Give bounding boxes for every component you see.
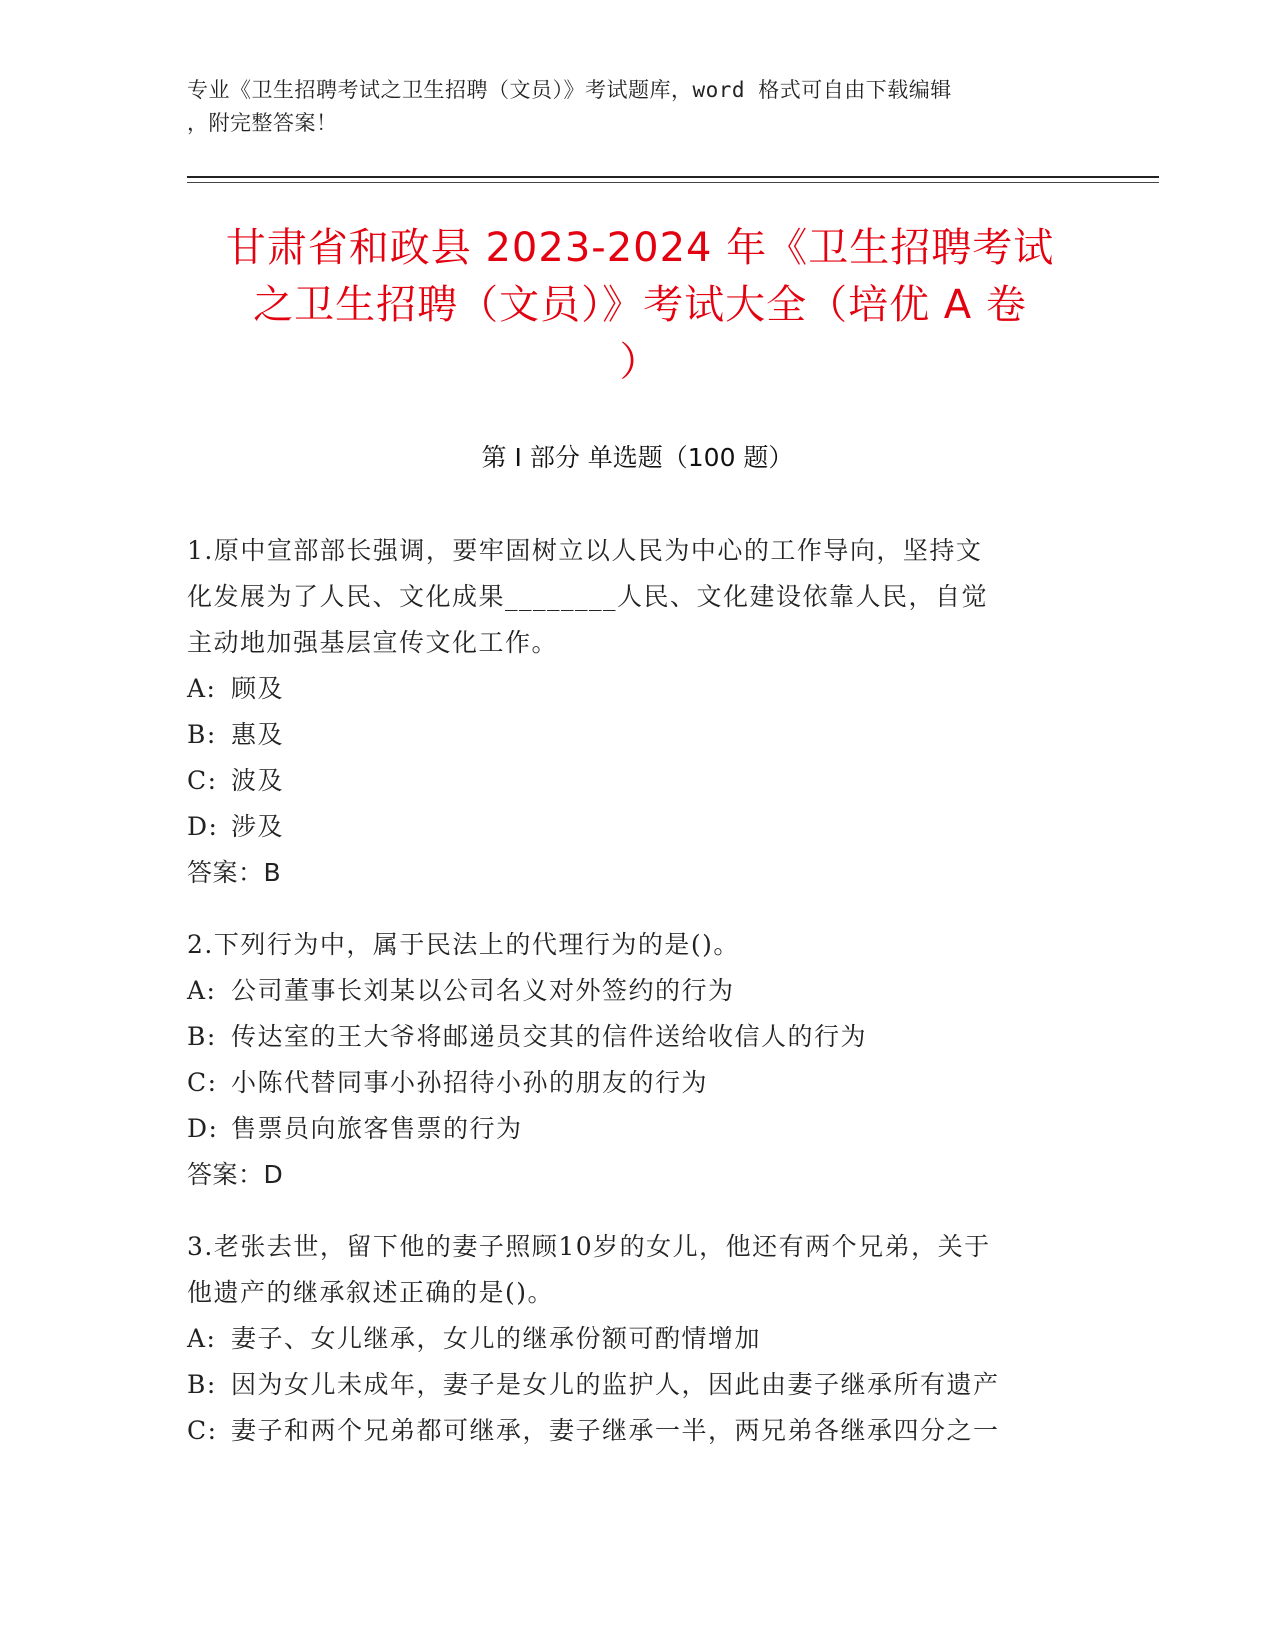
option-letter: C: <box>187 766 218 795</box>
question-stem <box>187 528 1077 666</box>
stem-line: 化发展为了人民、文化成果________人民、文化建设依靠人民，自觉 <box>187 582 989 611</box>
option-c <box>187 1408 1077 1454</box>
stem-line: 2.下列行为中，属于民法上的代理行为的是()。 <box>187 930 740 959</box>
option-text: 波及 <box>231 766 285 795</box>
option-text: 因为女儿未成年，妻子是女儿的监护人，因此由妻子继承所有遗产 <box>231 1370 1000 1399</box>
option-b <box>187 1362 1077 1408</box>
option-text: 顾及 <box>231 674 285 703</box>
option-d <box>187 804 1077 850</box>
stem-line: 1.原中宣部部长强调，要牢固树立以人民为中心的工作导向，坚持文 <box>187 536 983 565</box>
question-stem <box>187 1224 1077 1316</box>
option-letter: D: <box>187 812 219 841</box>
option-text: 小陈代替同事小孙招待小孙的朋友的行为 <box>231 1068 709 1097</box>
option-a <box>187 968 1077 1014</box>
option-letter: A: <box>187 1324 217 1353</box>
option-text: 惠及 <box>231 720 285 749</box>
title-line-3: ） <box>619 339 661 385</box>
question-1 <box>187 528 1077 896</box>
option-text: 传达室的王大爷将邮递员交其的信件送给收信人的行为 <box>231 1022 868 1051</box>
option-b <box>187 712 1077 758</box>
option-text: 妻子、女儿继承，女儿的继承份额可酌情增加 <box>231 1324 762 1353</box>
section-heading: 第 I 部分 单选题（100 题） <box>481 443 794 472</box>
question-2 <box>187 922 1077 1198</box>
option-letter: D: <box>187 1114 219 1143</box>
header-divider-thick <box>187 176 1159 178</box>
title-line-2: 之卫生招聘（文员）》考试大全（培优 A 卷 <box>253 282 1027 328</box>
intro-text <box>187 74 1067 140</box>
answer-line: 答案：B <box>187 858 282 887</box>
option-a <box>187 666 1077 712</box>
option-d <box>187 1106 1077 1152</box>
option-b <box>187 1014 1077 1060</box>
option-text: 涉及 <box>231 812 285 841</box>
option-c <box>187 1060 1077 1106</box>
title-line-1: 甘肃省和政县 2023-2024 年《卫生招聘考试 <box>225 225 1055 271</box>
option-letter: C: <box>187 1416 218 1445</box>
answer-line: 答案：D <box>187 1160 284 1189</box>
intro-line-2: ，附完整答案！ <box>187 111 338 135</box>
stem-line: 他遗产的继承叙述正确的是()。 <box>187 1278 555 1307</box>
option-letter: B: <box>187 1022 217 1051</box>
option-letter: A: <box>187 976 217 1005</box>
option-letter: A: <box>187 674 217 703</box>
option-text: 售票员向旅客售票的行为 <box>231 1114 523 1143</box>
document-title <box>195 220 1085 391</box>
option-letter: B: <box>187 1370 217 1399</box>
option-letter: B: <box>187 720 217 749</box>
option-letter: C: <box>187 1068 218 1097</box>
question-list <box>187 528 1077 1480</box>
option-text: 公司董事长刘某以公司名义对外签约的行为 <box>231 976 735 1005</box>
option-a <box>187 1316 1077 1362</box>
stem-line: 3.老张去世，留下他的妻子照顾10岁的女儿，他还有两个兄弟，关于 <box>187 1232 991 1261</box>
option-text: 妻子和两个兄弟都可继承，妻子继承一半，两兄弟各继承四分之一 <box>231 1416 1000 1445</box>
option-c <box>187 758 1077 804</box>
stem-line: 主动地加强基层宣传文化工作。 <box>187 628 559 657</box>
header-divider-thin <box>187 182 1159 183</box>
question-3 <box>187 1224 1077 1454</box>
question-stem <box>187 922 1077 968</box>
intro-line-1: 专业《卫生招聘考试之卫生招聘（文员）》考试题库，word 格式可自由下载编辑 <box>187 78 952 102</box>
